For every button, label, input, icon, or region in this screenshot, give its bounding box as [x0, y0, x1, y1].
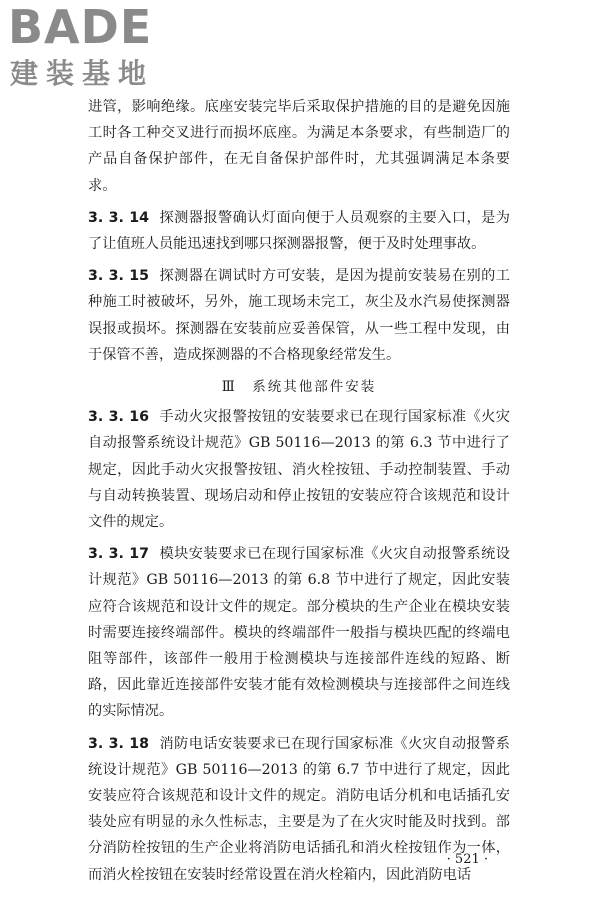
logo-subtitle: 建装基地	[10, 57, 155, 90]
clause-3-3-14	[88, 205, 510, 257]
clause-text: 手动火灾报警按钮的安装要求已在现行国家标准《火灾自动报警系统设计规范》GB 50116—2013 的第 6.3 节中进行了规定，因此手动火灾报警按钮、消火栓按钮、手动控制装置、手动与自动转换装置、现场启动和停止按钮的安装应符合该规范和设计文件的规定。	[88, 409, 510, 531]
clause-number: 3. 3. 14	[88, 209, 150, 226]
logo-wordmark: BADE	[8, 0, 153, 54]
page-number: · 521 ·	[446, 852, 488, 867]
clause-3-3-15	[88, 263, 510, 368]
clause-3-3-16	[88, 404, 510, 535]
section-heading: Ⅲ 系统其他部件安装	[221, 379, 377, 396]
clause-number: 3. 3. 18	[88, 735, 150, 752]
clause-text: 模块安装要求已在现行国家标准《火灾自动报警系统设计规范》GB 50116—2013 的第 6.8 节中进行了规定，因此安装应符合该规范和设计文件的规定。部分模块的生产企业在模块安装时需要连接终端部件。模块的终端部件一般指与模块匹配的终端电阻等部件，该部件一般用于检测模块与连接部件连线的短路、断路，因此靠近连接部件安装才能有效检测模块与连接部件之间连线的实际情况。	[88, 546, 510, 720]
clause-number: 3. 3. 16	[88, 409, 150, 426]
document-body	[88, 94, 510, 888]
clause-text: 探测器报警确认灯面向便于人员观察的主要入口，是为了让值班人员能迅速找到哪只探测器报警，便于及时处理事故。	[88, 209, 510, 253]
clause-3-3-17	[88, 541, 510, 724]
bade-logo	[8, 0, 208, 96]
clause-number: 3. 3. 15	[88, 268, 150, 285]
clause-number: 3. 3. 17	[88, 546, 150, 563]
clause-text: 探测器在调试时方可安装，是因为提前安装易在别的工种施工时被破坏，另外，施工现场未完工，灰尘及水汽易使探测器误报或损坏。探测器在安装前应妥善保管，从一些工程中发现，由于保管不善，造成探测器的不合格现象经常发生。	[88, 268, 510, 363]
clause-text: 消防电话安装要求已在现行国家标准《火灾自动报警系统设计规范》GB 50116—2013 的第 6.7 节中进行了规定，因此安装应符合该规范和设计文件的规定。消防电话分机和电话插孔安装处应有明显的永久性标志，主要是为了在火灾时能及时找到。部分消防栓按钮的生产企业将消防电话插孔和消火栓按钮作为一体，而消火栓按钮在安装时经常设置在消火栓箱内，因此消防电话	[88, 735, 510, 883]
continuation-paragraph: 进管，影响绝缘。底座安装完毕后采取保护措施的目的是避免因施工时各工种交叉进行而损坏底座。为满足本条要求，有些制造厂的产品自备保护部件，在无自备保护部件时，尤其强调满足本条要求。	[88, 99, 510, 194]
